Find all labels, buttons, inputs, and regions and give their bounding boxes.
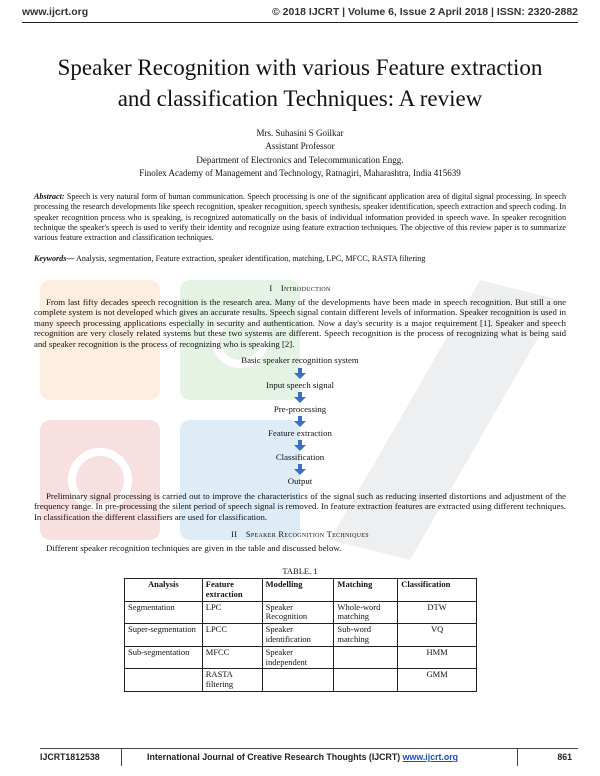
table-cell: LPCC <box>202 624 262 647</box>
down-arrow-icon <box>294 416 306 427</box>
footer-divider <box>121 748 122 766</box>
header-rule <box>22 22 578 23</box>
preprocessing-paragraph: Preliminary signal processing is carried out to improve the characteristics of the signal such as reducing inserted distortions and adjustment of the frequency range. In pre-processing the silent period of speech signal is removed. In feature extraction features are extracted using different techniques. In classification the different classifiers are used for classification. <box>34 491 566 522</box>
section-2-intro: Different speaker recognition techniques are given in the table and discussed below. <box>46 543 342 553</box>
down-arrow-icon <box>294 464 306 475</box>
footer-page-number: 861 <box>557 752 572 762</box>
table-header-cell: Modelling <box>262 579 334 602</box>
table-cell: HMM <box>398 646 477 669</box>
keywords-text: Analysis, segmentation, Feature extraction, speaker identification, matching, LPC, MFCC, RASTA filtering <box>76 254 426 263</box>
header-site[interactable]: www.ijcrt.org <box>22 6 89 18</box>
techniques-table <box>124 578 477 692</box>
paper-title <box>20 52 580 114</box>
speaker-recognition-flow-diagram <box>200 355 400 490</box>
table-cell: Speaker identification <box>262 624 334 647</box>
section-2-heading <box>0 529 600 539</box>
footer-divider <box>517 748 518 766</box>
table-cell: GMM <box>398 669 477 692</box>
author-block <box>30 127 570 181</box>
keywords-label: Keywords— <box>34 254 75 263</box>
author-name: Mrs. Suhasini S Goilkar <box>256 128 344 138</box>
abstract-text: Speech is very natural form of human communication. Speech processing is one of the significant application area of digital signal processing. In speech processing the research developments like speech recognition, speaker recognition, speech synthesis, speaker identification, speech extraction and speech coding. In speaker recognition process who is speaking, is recognized automatically on the basis of individual information provided in speech wave. In speaker recognition technique the speaker's speech is used to verify their identity and recognize using feature extraction techniques. The objective of this review paper is to summarize various feature extraction and classification techniques. <box>34 192 566 243</box>
down-arrow-icon <box>294 392 306 403</box>
table-cell: Sub-word matching <box>334 624 398 647</box>
diagram-step: Classification <box>275 452 325 462</box>
section-1-heading <box>0 283 600 293</box>
keywords <box>34 254 566 264</box>
section-1-title: Introduction <box>280 283 331 293</box>
table-cell: LPC <box>202 601 262 624</box>
down-arrow-icon <box>294 440 306 451</box>
table-cell: DTW <box>398 601 477 624</box>
diagram-step: Pre-processing <box>273 404 327 414</box>
author-role: Assistant Professor <box>265 141 335 152</box>
intro-paragraph: From last fifty decades speech recognition is the research area. Many of the developments have been made in speech recognition. But still a one complete system is not developed which gives an accurate results. Speech signal contain different levels of information. Speaker recognition is used in many speech processing applications especially in security and authentication. Now a day's security is a major requirement [1]. Speaker and speech recognition are very closely related systems but these two systems are different. Speech recognition is the process of recognizing what is being said and speaker recognition is the process of recognizing who is speaking [2]. <box>34 297 566 349</box>
footer-paper-id: IJCRT1812538 <box>40 752 100 762</box>
author-department: Department of Electronics and Telecommunication Engg. <box>196 154 404 165</box>
table-cell: Whole-word matching <box>334 601 398 624</box>
table-row <box>125 646 477 669</box>
table-header-cell: Classification <box>398 579 477 602</box>
table-cell <box>262 669 334 692</box>
diagram-step: Feature extraction <box>268 428 332 438</box>
table-row <box>125 601 477 624</box>
table-caption: TABLE. 1 <box>282 566 318 576</box>
table-header-row <box>125 579 477 602</box>
table-cell <box>334 669 398 692</box>
table-cell <box>334 646 398 669</box>
section-1-number: I <box>269 283 273 293</box>
table-row <box>125 669 477 692</box>
diagram-title: Basic speaker recognition system <box>241 355 359 365</box>
table-cell: Super-segmentation <box>125 624 203 647</box>
down-arrow-icon <box>294 368 306 379</box>
table-cell: Speaker independent <box>262 646 334 669</box>
author-institution: Finolex Academy of Management and Technology, Ratnagiri, Maharashtra, India 415639 <box>139 168 461 179</box>
diagram-step: Output <box>287 476 313 486</box>
table-row <box>125 624 477 647</box>
header-journal-info: © 2018 IJCRT | Volume 6, Issue 2 April 2018 | ISSN: 2320-2882 <box>271 6 578 18</box>
abstract <box>34 192 566 243</box>
table-cell: MFCC <box>202 646 262 669</box>
table-cell: Segmentation <box>125 601 203 624</box>
page-header <box>22 6 578 22</box>
section-2-number: II <box>231 529 238 539</box>
title-line-1: Speaker Recognition with various Feature extraction <box>57 55 543 80</box>
footer-journal-name: International Journal of Creative Research Thoughts (IJCRT) <box>147 752 401 762</box>
diagram-step: Input speech signal <box>266 380 334 390</box>
table-cell: Speaker Recognition <box>262 601 334 624</box>
table-cell: Sub-segmentation <box>125 646 203 669</box>
table-header-cell: Analysis <box>125 579 203 602</box>
footer-journal <box>147 752 458 762</box>
abstract-label: Abstract: <box>34 192 65 201</box>
section-2-title: Speaker Recognition Techniques <box>245 529 369 539</box>
table-cell: RASTA filtering <box>202 669 262 692</box>
table-cell: VQ <box>398 624 477 647</box>
page-footer <box>40 752 578 766</box>
title-line-2: and classification Techniques: A review <box>117 86 483 111</box>
footer-url-link[interactable]: www.ijcrt.org <box>402 752 459 762</box>
table-header-cell: Feature extraction <box>202 579 262 602</box>
table-cell <box>125 669 203 692</box>
table-header-cell: Matching <box>334 579 398 602</box>
